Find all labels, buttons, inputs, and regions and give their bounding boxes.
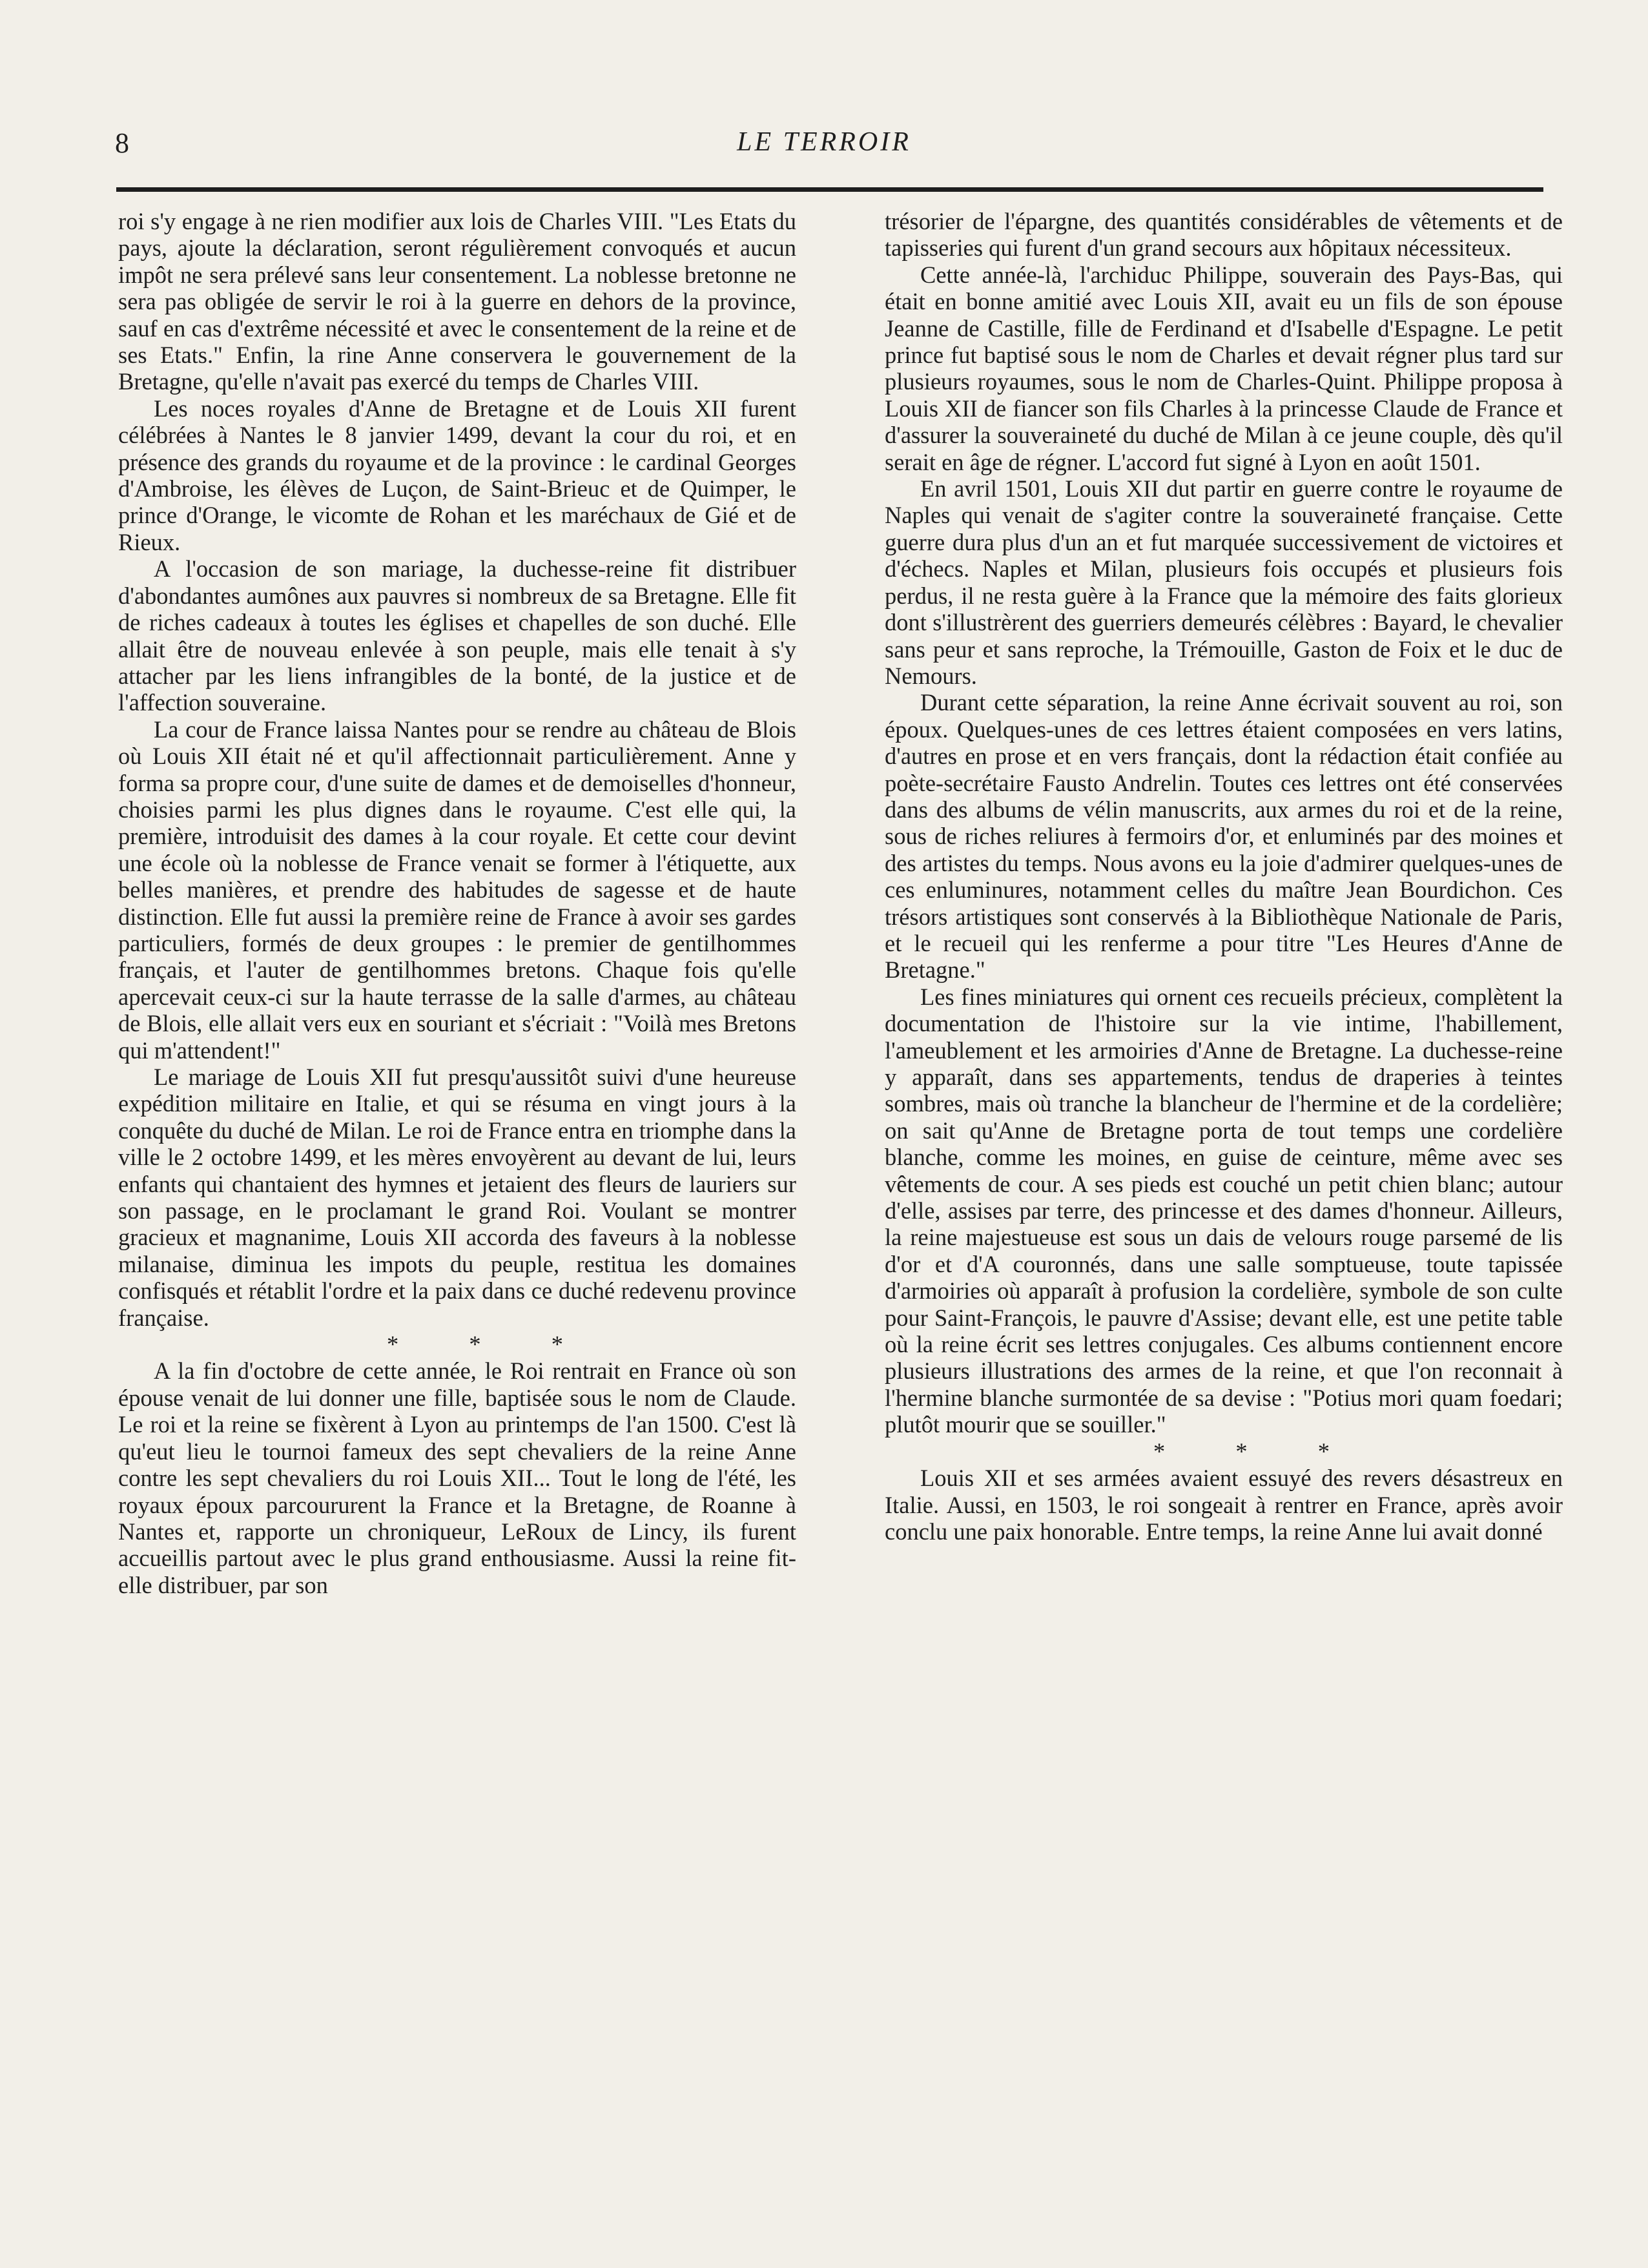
paragraph: Les fines miniatures qui ornent ces recueils précieux, complètent la documentation de l'histoire sur la vie intime, l'habillement, l'ameublement et les armoiries d'Anne de Bretagne. La duchesse-reine y apparaît, dans ses appartements, tendus de draperies à teintes sombres, mais où tranche la blancheur de l'hermine et de la cordelière; on sait qu'Anne de Bretagne porta de tout temps une cordelière blanche, comme les moines, en guise de ceinture, même avec ses vêtements de cour. A ses pieds est couché un petit chien blanc; autour d'elle, assises par terre, des princesse et des dames d'honneur. Ailleurs, la reine majestueuse est sous un dais de velours rouge parsemé de lis d'or et d'A couronnés, dans une salle somptueuse, toute tapissée d'armoiries où apparaît à profusion la cordelière, symbole de son culte pour Saint-François, le pauvre d'Assise; devant elle, est une petite table où la reine écrit ses lettres conjugales. Ces albums contiennent encore plusieurs illustrations des armes de la reine, et que l'on reconnait à l'hermine blanche surmontée de sa devise : "Potius mori quam foedari; plutôt mourir que se souiller."	[885, 983, 1563, 1438]
paragraph: La cour de France laissa Nantes pour se rendre au château de Blois où Louis XII était né et qu'il affectionnait particulièrement. Anne y forma sa propre cour, d'une suite de dames et de demoiselles d'honneur, choisies parmi les plus dignes dans le royaume. C'est elle qui, la première, introduisit des dames à la cour royale. Et cette cour devint une école où la noblesse de France venait se former à l'étiquette, aux belles manières, et prendre des habitudes de sagesse et de haute distinction. Elle fut aussi la première reine de France à avoir ses gardes particuliers, formés de deux groupes : le premier de gentilhommes français, et l'auter de gentilhommes bretons. Chaque fois qu'elle apercevait ceux-ci sur la haute terrasse de la salle d'armes, au château de Blois, elle allait vers eux en souriant et s'écriait : "Voilà mes Bretons qui m'attendent!"	[118, 716, 796, 1064]
paragraph: Cette année-là, l'archiduc Philippe, souverain des Pays-Bas, qui était en bonne amitié avec Louis XII, avait eu un fils de son épouse Jeanne de Castille, fille de Ferdinand et d'Isabelle d'Espagne. Le petit prince fut baptisé sous le nom de Charles et devait régner plus tard sur plusieurs royaumes, sous le nom de Charles-Quint. Philippe proposa à Louis XII de fiancer son fils Charles à la princesse Claude de France et d'assurer la souveraineté du duché de Milan à ce jeune couple, dès qu'il serait en âge de régner. L'accord fut signé à Lyon en août 1501.	[885, 261, 1563, 475]
section-separator: * * *	[387, 1331, 595, 1358]
paragraph: En avril 1501, Louis XII dut partir en guerre contre le royaume de Naples qui venait de s'agiter contre la souveraineté française. Cette guerre dura plus d'un an et fut marquée successivement de victoires et d'échecs. Naples et Milan, plusieurs fois occupés et plusieurs fois perdus, il ne resta guère à la France que la mémoire des faits glorieux dont s'illustrèrent des guerriers demeurés célèbres : Bayard, le chevalier sans peur et sans reproche, la Trémouille, Gaston de Foix et le duc de Nemours.	[885, 475, 1563, 689]
paragraph: Durant cette séparation, la reine Anne écrivait souvent au roi, son époux. Quelques-unes de ces lettres étaient composées en vers latins, d'autres en prose et en vers français, dont la rédaction était confiée au poète-secrétaire Fausto Andrelin. Toutes ces lettres ont été conservées dans des albums de vélin manuscrits, aux armes du roi et de la reine, sous de riches reliures à fermoirs d'or, et enluminés par des moines et des artistes du temps. Nous avons eu la joie d'admirer quelques-unes de ces enluminures, notamment celles du maître Jean Bourdichon. Ces trésors artistiques sont conservés à la Bibliothèque Nationale de Paris, et le recueil qui les renferme a pour titre "Les Heures d'Anne de Bretagne."	[885, 689, 1563, 984]
header-rule	[116, 187, 1543, 192]
paragraph: Le mariage de Louis XII fut presqu'aussitôt suivi d'une heureuse expédition militaire en Italie, et qui se résuma en vingt jours à la conquête du duché de Milan. Le roi de France entra en triomphe dans la ville le 2 octobre 1499, et les mères envoyèrent au devant de lui, leurs enfants qui chantaient des hymnes et jetaient des fleurs de lauriers sur son passage, en le proclamant le grand Roi. Voulant se montrer gracieux et magnanime, Louis XII accorda des faveurs à la noblesse milanaise, diminua les impots du peuple, restitua les domaines confisqués et rétablit l'ordre et la paix dans ce duché redevenu province française.	[118, 1064, 796, 1331]
section-separator: * * *	[1153, 1438, 1362, 1465]
running-title: LE TERROIR	[737, 127, 911, 157]
paragraph: roi s'y engage à ne rien modifier aux lois de Charles VIII. "Les Etats du pays, ajoute la déclaration, seront régulièrement convoqués et aucun impôt ne sera prélevé sans leur consentement. La noblesse bretonne ne sera pas obligée de servir le roi à la guerre en dehors de la province, sauf en cas d'extrême nécessité et avec le consentement de la reine et de ses Etats." Enfin, la rine Anne conservera le gouvernement de la Bretagne, qu'elle n'avait pas exercé du temps de Charles VIII.	[118, 208, 796, 395]
right-column	[885, 208, 1563, 1545]
paragraph: Louis XII et ses armées avaient essuyé des revers désastreux en Italie. Aussi, en 1503, le roi songeait à rentrer en France, après avoir conclu une paix honorable. Entre temps, la reine Anne lui avait donné	[885, 1465, 1563, 1545]
paragraph: Les noces royales d'Anne de Bretagne et de Louis XII furent célébrées à Nantes le 8 janvier 1499, devant la cour du roi, et en présence des grands du royaume et de la province : le cardinal Georges d'Ambroise, les élèves de Luçon, de Saint-Brieuc et de Quimper, le prince d'Orange, le vicomte de Rohan et les maréchaux de Gié et de Rieux.	[118, 395, 796, 555]
paragraph: A la fin d'octobre de cette année, le Roi rentrait en France où son épouse venait de lui donner une fille, baptisée sous le nom de Claude. Le roi et la reine se fixèrent à Lyon au printemps de l'an 1500. C'est là qu'eut lieu le tournoi fameux des sept chevaliers de la reine Anne contre les sept chevaliers du roi Louis XII... Tout le long de l'été, les royaux époux parcoururent la France et la Bretagne, de Roanne à Nantes et, rapporte un chroniqueur, LeRoux de Lincy, ils furent accueillis partout avec le plus grand enthousiasme. Aussi la reine fit-elle distribuer, par son	[118, 1357, 796, 1598]
paragraph: A l'occasion de son mariage, la duchesse-reine fit distribuer d'abondantes aumônes aux pauvres si nombreux de sa Bretagne. Elle fit de riches cadeaux à toutes les églises et chapelles de son duché. Elle allait être de nouveau enlevée à son peuple, mais elle tenait à s'y attacher par les liens infrangibles de la bonté, de la justice et de l'affection souveraine.	[118, 555, 796, 716]
page-number: 8	[115, 127, 129, 159]
paragraph: trésorier de l'épargne, des quantités considérables de vêtements et de tapisseries qui furent d'un grand secours aux hôpitaux nécessiteux.	[885, 208, 1563, 262]
left-column	[118, 208, 796, 1598]
